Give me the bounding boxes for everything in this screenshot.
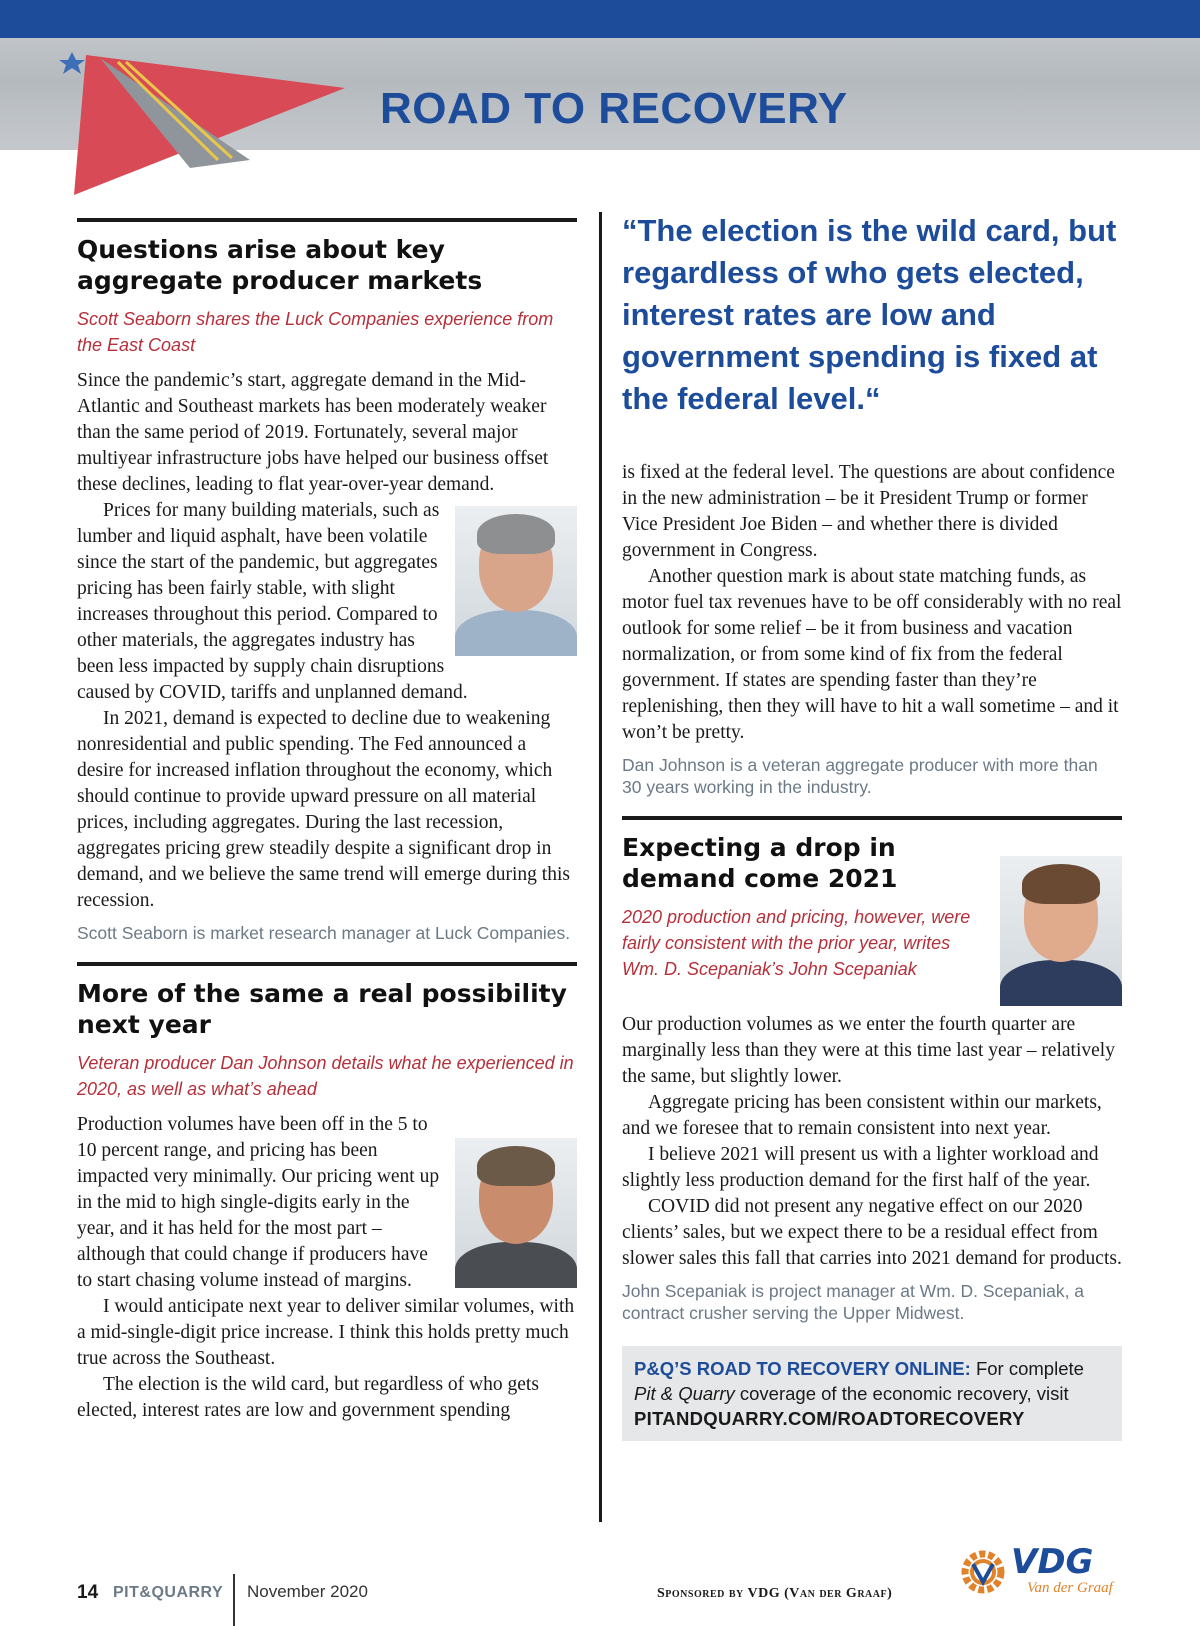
article-paragraph: Our production volumes as we enter the fourth quarter are marginally less than they were at this time last year – relatively the same, but slightly lower. [622,1014,1115,1087]
article-subhead: Veteran producer Dan Johnson details what he experienced in 2020, as well as what’s ahead [77,1053,574,1099]
pull-quote: “The election is the wild card, but regardless of who gets elected, interest rates are low and government spending is fixed at the federal level.“ [622,213,1117,416]
article-paragraph: In 2021, demand is expected to decline due to weakening nonresidential and public spending. The Fed announced a desire for increased inflation throughout the economy, which should continue to provide upward pressure on all material prices, including aggregates. During the last recession, aggregates pricing grew steadily despite a significant drop in demand, and we believe the same trend will emerge during this recession. [77,708,570,911]
article-subhead: 2020 production and pricing, however, were fairly consistent with the prior year, writes Wm. D. Scepaniak’s John Scepaniak [622,907,971,979]
column-divider [599,212,602,1522]
cta-text: coverage of the economic recovery, visit [734,1383,1069,1404]
vdg-logo [957,1542,1127,1606]
article-scepaniak [622,832,1122,1324]
vdg-logo-text: VDG [1011,1542,1094,1582]
article-headline: More of the same a real possibility next year [77,979,567,1039]
author-bio: Scott Seaborn is market research manager at Luck Companies. [77,923,571,943]
article-headline: Expecting a drop in demand come 2021 [622,833,898,893]
author-photo-scepaniak [1000,856,1122,1006]
author-photo-johnson [455,1138,577,1288]
footer-divider [233,1574,235,1626]
gear-icon [957,1546,1009,1598]
article-seaborn [77,234,577,944]
section-rule [77,962,577,966]
cta-heading: P&Q’S ROAD TO RECOVERY ONLINE: [634,1358,971,1379]
article-johnson [77,978,577,1424]
sponsor-line: Sponsored by VDG (Van der Graaf) [657,1586,893,1601]
issue-date: November 2020 [247,1582,368,1601]
page-footer [77,1542,1137,1626]
article-paragraph: I would anticipate next year to deliver similar volumes, with a mid-single-digit price increase. I think this holds pretty much true across the Southeast. [77,1296,575,1369]
banner-title: ROAD TO RECOVERY [380,84,848,133]
author-bio: Dan Johnson is a veteran aggregate producer with more than 30 years working in the industry. [622,755,1098,797]
section-rule [77,218,577,222]
road-graphic-icon [0,0,420,205]
article-paragraph: COVID did not present any negative effect on our 2020 clients’ sales, but we expect there to be a residual effect from slower sales this fall that carries into 2021 demand for products. [622,1196,1122,1269]
article-paragraph: Since the pandemic’s start, aggregate demand in the Mid-Atlantic and Southeast markets has been moderately weaker than the same period of 2019. Fortunately, several major multiyear infrastructure jobs have helped our business offset these declines, leading to flat year-over-year demand. [77,370,549,495]
cta-url-link[interactable]: PITANDQUARRY.COM/ROADTORECOVERY [634,1408,1025,1429]
article-paragraph: Another question mark is about state matching funds, as motor fuel tax revenues have to be off considerably with no real outlook for some relief – be it from business and vacation normalization, or from some kind of fix from the federal government. If states are spending faster than they’re replenishing, then they will have to hit a wall sometime – and it won’t be pretty. [622,566,1122,743]
online-coverage-box [622,1346,1122,1441]
left-column [77,218,577,1424]
article-paragraph: I believe 2021 will present us with a lighter workload and slightly less production demand for the first half of the year. [622,1144,1099,1191]
vdg-logo-script: Van der Graaf [1027,1580,1113,1596]
cta-publication: Pit & Quarry [634,1383,735,1404]
article-paragraph: Prices for many building materials, such as lumber and liquid asphalt, have been volatile since the start of the pandemic, but aggregates pricing has been fairly stable, with slight increases throughout this period. Compared to other materials, the aggregates industry has been less impacted by supply chain disruptions caused by COVID, tariffs and unplanned demand. [77,500,468,703]
road-to-recovery-banner [0,0,1200,205]
section-rule [622,816,1122,820]
article-paragraph: is fixed at the federal level. The questions are about confidence in the new administration – be it President Trump or former Vice President Joe Biden – and whether there is divided government in Congress. [622,462,1115,561]
author-photo-seaborn [455,506,577,656]
right-column [622,210,1122,1441]
page-number: 14 [77,1582,99,1603]
article-paragraph: The election is the wild card, but regardless of who gets elected, interest rates are low and government spending [77,1374,539,1421]
article-headline: Questions arise about key aggregate producer markets [77,235,483,295]
author-bio: John Scepaniak is project manager at Wm. D. Scepaniak, a contract crusher serving the Upper Midwest. [622,1281,1085,1323]
cta-text: For complete [970,1358,1084,1379]
article-paragraph: Aggregate pricing has been consistent within our markets, and we foresee that to remain consistent into next year. [622,1092,1102,1139]
article-subhead: Scott Seaborn shares the Luck Companies experience from the East Coast [77,309,554,355]
magazine-name: PIT&QUARRY [113,1584,224,1601]
article-paragraph: Production volumes have been off in the 5 to 10 percent range, and pricing has been impacted very minimally. Our pricing went up in the mid to high single-digits early in the year, and it has held for the most part – although that could change if producers have to start chasing volume instead of margins. [77,1114,440,1291]
